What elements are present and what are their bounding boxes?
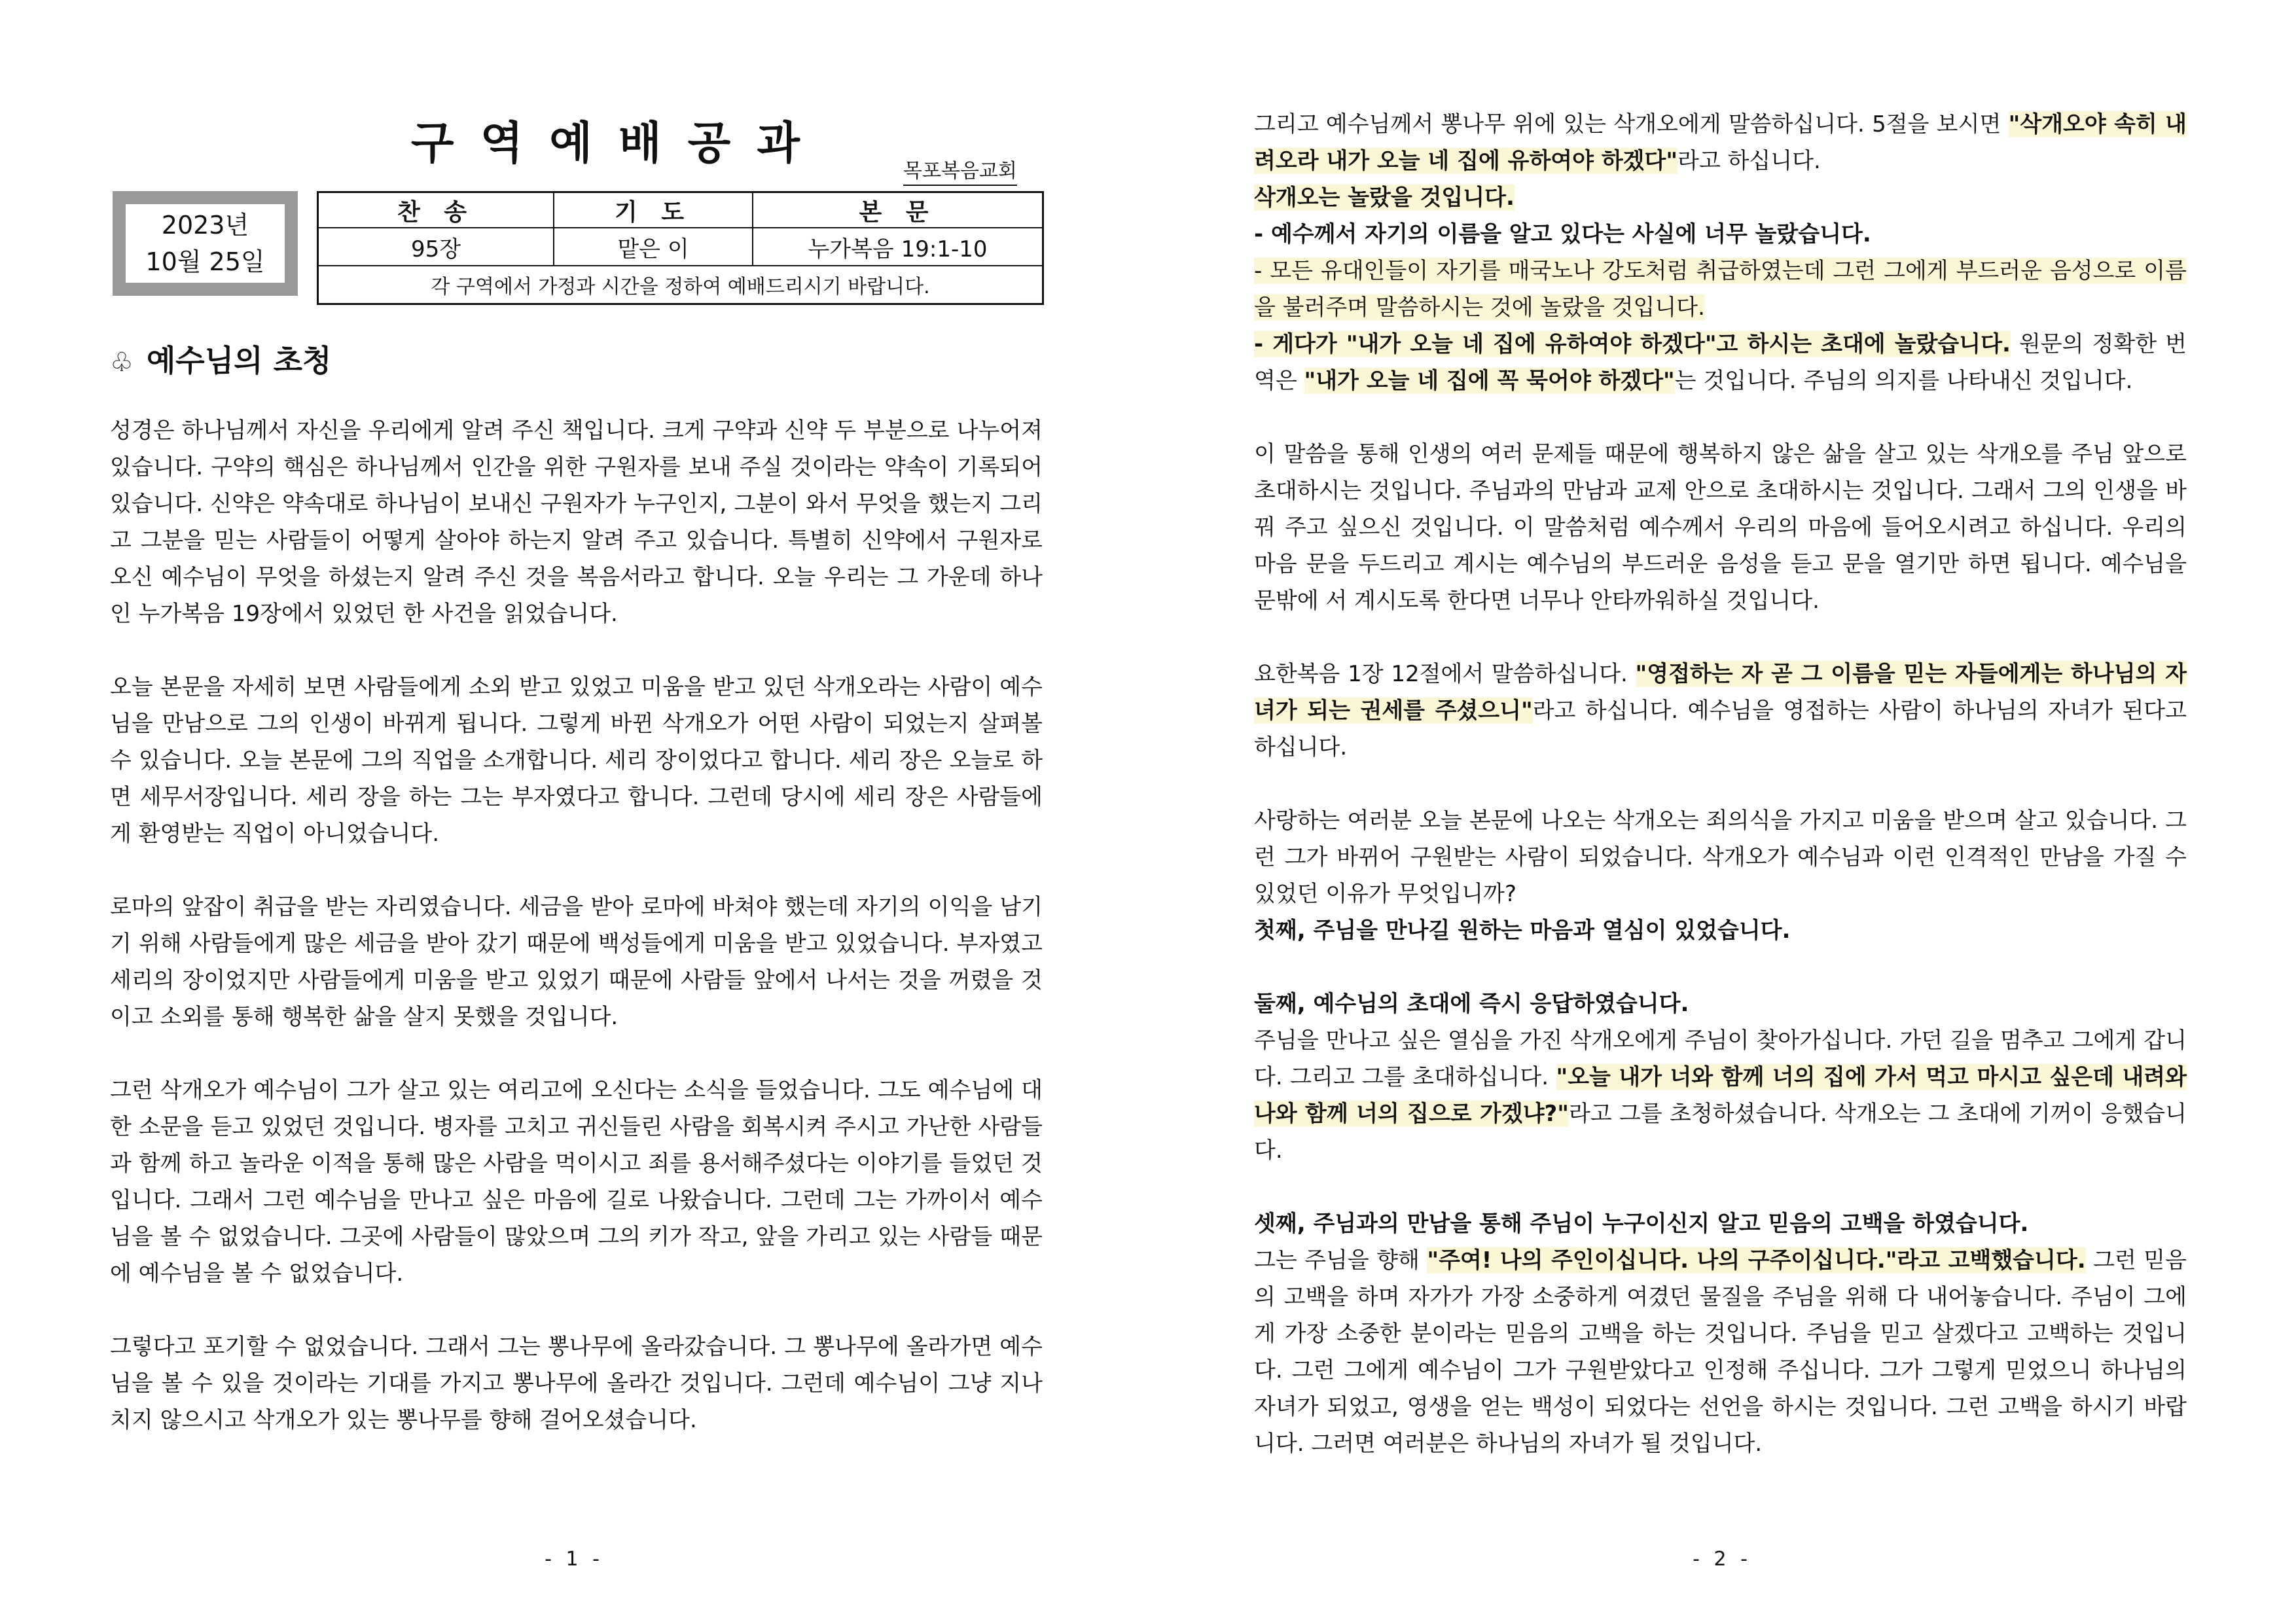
table-note-row xyxy=(318,266,1043,304)
quote-translation: "내가 오늘 네 집에 꼭 묵어야 하겠다" xyxy=(1304,368,1675,394)
point-line: - 예수께서 자기의 이름을 알고 있다는 사실에 너무 놀랐습니다. xyxy=(1254,221,1871,247)
header-prayer: 기 도 xyxy=(554,192,753,228)
paragraph-reason xyxy=(1254,802,2187,949)
prayer-value: 맡은 이 xyxy=(554,228,753,266)
text-run: 는 것입니다. 주님의 의지를 나타내신 것입니다. xyxy=(1674,368,2133,394)
table-value-row xyxy=(318,228,1043,266)
page-right xyxy=(1148,0,2296,1623)
table-header-row xyxy=(318,192,1043,228)
paragraph: 그렇다고 포기할 수 없었습니다. 그래서 그는 뽕나무에 올라갔습니다. 그 뽕나무에 올라가면 예수님을 볼 수 있을 것이라는 기대를 가지고 뽕나무에 올라간 것입니다. 그런데 예수님이 그냥 지나치지 않으시고 삭개오가 있는 뽕나무를 향해 걸어오셨습니다. xyxy=(110,1334,1043,1433)
clover-icon: ♧ xyxy=(110,348,134,378)
header-song: 찬 송 xyxy=(318,192,554,228)
text-value: 누가복음 19:1-10 xyxy=(753,228,1043,266)
left-body xyxy=(110,412,1043,1475)
table-note: 각 구역에서 가정과 시간을 정하여 예배드리시기 바랍니다. xyxy=(318,266,1043,304)
point-second: 둘째, 예수님의 초대에 즉시 응답하였습니다. xyxy=(1254,991,1689,1017)
worship-info-table xyxy=(317,191,1044,305)
point-third: 셋째, 주님과의 만남을 통해 주님이 누구이신지 알고 믿음의 고백을 하였습니다. xyxy=(1254,1211,2029,1237)
text-run: 그리고 예수님께서 뽕나무 위에 있는 삭개오에게 말씀하십니다. 5절을 보시면 xyxy=(1254,111,2009,137)
paragraph: 로마의 앞잡이 취급을 받는 자리였습니다. 세금을 받아 로마에 바쳐야 했는데 자기의 이익을 남기기 위해 사람들에게 많은 세금을 받아 갔기 때문에 백성들에게 미움을 받고 있었습니다. 부자였고 세리의 장이었지만 사람들에게 미움을 받고 있었기 때문에 사람들 앞에서 나서는 것을 꺼렸을 것이고 소외를 통해 행복한 삶을 살지 못했을 것입니다. xyxy=(110,894,1043,1030)
quote-confession: "주여! 나의 주인이십니다. 나의 구주이십니다."라고 고백했습니다. xyxy=(1427,1247,2086,1274)
text-run: 그는 주님을 향해 xyxy=(1254,1247,1427,1274)
song-value: 95장 xyxy=(318,228,554,266)
paragraph: 성경은 하나님께서 자신을 우리에게 알려 주신 책입니다. 크게 구약과 신약 두 부분으로 나누어져 있습니다. 구약의 핵심은 하나님께서 인간을 위한 구원자를 보내 주실 것이라는 약속이 기록되어 있습니다. 신약은 약속대로 하나님이 보내신 구원자가 누구인지, 그분이 와서 무엇을 했는지 그리고 그분을 믿는 사람들이 어떻게 살아야 하는지 알려 주고 있습니다. 특별히 신약에서 구원자로 오신 예수님이 무엇을 하셨는지 알려 주신 것을 복음서라고 합니다. 오늘 우리는 그 가운데 하나인 누가복음 19장에서 있었던 한 사건을 읽었습니다. xyxy=(110,418,1043,627)
text-run: 라고 그를 초청하셨습니다. 삭개오는 그 초대에 기꺼이 응했습니다. xyxy=(1254,1101,2187,1164)
church-name: 목포복음교회 xyxy=(903,158,1017,186)
quote-john: "영접하는 자 곧 그 이름을 믿는 자들에게는 하나님의 자녀가 되는 권세를 주셨으니" xyxy=(1254,661,2187,724)
quote-invitation: "오늘 내가 너와 함께 너의 집에 가서 먹고 마시고 싶은데 내려와 나와 함께 너의 집으로 가겠냐?" xyxy=(1254,1064,2187,1127)
paragraph: 오늘 본문을 자세히 보면 사람들에게 소외 받고 있었고 미움을 받고 있던 삭개오라는 사람이 예수님을 만남으로 그의 인생이 바뀌게 됩니다. 그렇게 바뀐 삭개오가 어떤 사람이 되었는지 살펴볼 수 있습니다. 오늘 본문에 그의 직업을 소개합니다. 세리 장이었다고 합니다. 세리 장은 오늘로 하면 세무서장입니다. 세리 장을 하는 그는 부자였다고 합니다. 그런데 당시에 세리 장은 사람들에게 환영받는 직업이 아니었습니다. xyxy=(110,674,1043,847)
right-body xyxy=(1254,106,2187,1499)
text-run: 주님을 만나고 싶은 열심을 가진 삭개오에게 주님이 찾아가십니다. 가던 길을 멈추고 그에게 갑니다. 그리고 그를 초대하십니다. xyxy=(1254,1027,2187,1090)
text-run: 라고 하십니다. 예수님을 영접하는 사람이 하나님의 자녀가 된다고 하십니다. xyxy=(1254,698,2187,760)
page-number: - 2 - xyxy=(1693,1548,1751,1571)
text-run: 요한복음 1장 12절에서 말씀하십니다. xyxy=(1254,661,1636,687)
text-run: 그런 믿음의 고백을 하며 자가가 가장 소중하게 여겼던 물질을 주님을 위해 다 내어놓습니다. 주님이 그에게 가장 소중한 분이라는 믿음의 고백을 하는 것입니다. 주님을 믿고 살겠다고 고백하는 것입니다. 그런 그에게 예수님이 그가 구원받았다고 인정해 주십니다. 그가 그렇게 믿었으니 하나님의 자녀가 되었고, 영생을 얻는 백성이 되었다는 선언을 하시는 것입니다. 그런 고백을 하시기 바랍니다. 그러면 여러분은 하나님의 자녀가 될 것입니다. xyxy=(1254,1247,2187,1457)
page-title: 구역예배공과 xyxy=(410,118,827,169)
date-box-inner xyxy=(126,204,285,283)
text-run: 라고 하십니다. xyxy=(1677,148,1821,174)
date-year: 2023년 xyxy=(161,211,249,240)
section-title-text: 예수님의 초청 xyxy=(146,343,332,378)
paragraph-invitation xyxy=(1254,106,2187,399)
page-number: - 1 - xyxy=(545,1548,603,1571)
emphasis-line: 삭개오는 놀랐을 것입니다. xyxy=(1254,185,1515,211)
date-day: 10월 25일 xyxy=(145,247,265,276)
date-box xyxy=(113,191,298,296)
point-first: 첫째, 주님을 만나길 원하는 마음과 열심이 있었습니다. xyxy=(1254,918,1791,944)
header-text: 본 문 xyxy=(753,192,1043,228)
point-line: - 모든 유대인들이 자기를 매국노나 강도처럼 취급하였는데 그런 그에게 부드러운 음성으로 이름을 불러주며 말씀하시는 것에 놀랐을 것입니다. xyxy=(1254,258,2187,321)
quote-verse5: "삭개오야 속히 내려오라 내가 오늘 네 집에 유하여야 하겠다" xyxy=(1254,111,2187,174)
paragraph-john xyxy=(1254,656,2187,766)
text-run: 사랑하는 여러분 오늘 본문에 나오는 삭개오는 죄의식을 가지고 미움을 받으며 살고 있습니다. 그런 그가 바뀌어 구원받는 사람이 되었습니다. 삭개오가 예수님과 이런 인격적인 만남을 가질 수 있었던 이유가 무엇입니까? xyxy=(1254,808,2187,907)
paragraph: 이 말씀을 통해 인생의 여러 문제들 때문에 행복하지 않은 삶을 살고 있는 삭개오를 주님 앞으로 초대하시는 것입니다. 주님과의 만남과 교제 안으로 초대하시는 것입니다. 그래서 그의 인생을 바꿔 주고 싶으신 것입니다. 이 말씀처럼 예수께서 우리의 마음에 들어오시려고 하십니다. 우리의 마음 문을 두드리고 계시는 예수님의 부드러운 음성을 듣고 문을 열기만 하면 됩니다. 예수님을 문밖에 서 계시도록 한다면 너무나 안타까워하실 것입니다. xyxy=(1254,441,2187,614)
paragraph-third xyxy=(1254,1205,2187,1462)
text-run: 원문의 정확한 번역은 xyxy=(1254,331,2187,394)
section-title xyxy=(110,337,332,380)
paragraph-second xyxy=(1254,986,2187,1169)
paragraph: 그런 삭개오가 예수님이 그가 살고 있는 여리고에 오신다는 소식을 들었습니다. 그도 예수님에 대한 소문을 듣고 있었던 것입니다. 병자를 고치고 귀신들린 사람을 회복시켜 주시고 가난한 사람들과 함께 하고 놀라운 이적을 통해 많은 사람을 먹이시고 죄를 용서해주셨다는 이야기를 들었던 것입니다. 그래서 그런 예수님을 만나고 싶은 마음에 길로 나왔습니다. 그런데 그는 가까이서 예수님을 볼 수 없었습니다. 그곳에 사람들이 많았으며 그의 키가 작고, 앞을 가리고 있는 사람들 때문에 예수님을 볼 수 없었습니다. xyxy=(110,1077,1043,1287)
point-line: - 게다가 "내가 오늘 네 집에 유하여야 하겠다"고 하시는 초대에 놀랐습니다. xyxy=(1254,331,2011,357)
